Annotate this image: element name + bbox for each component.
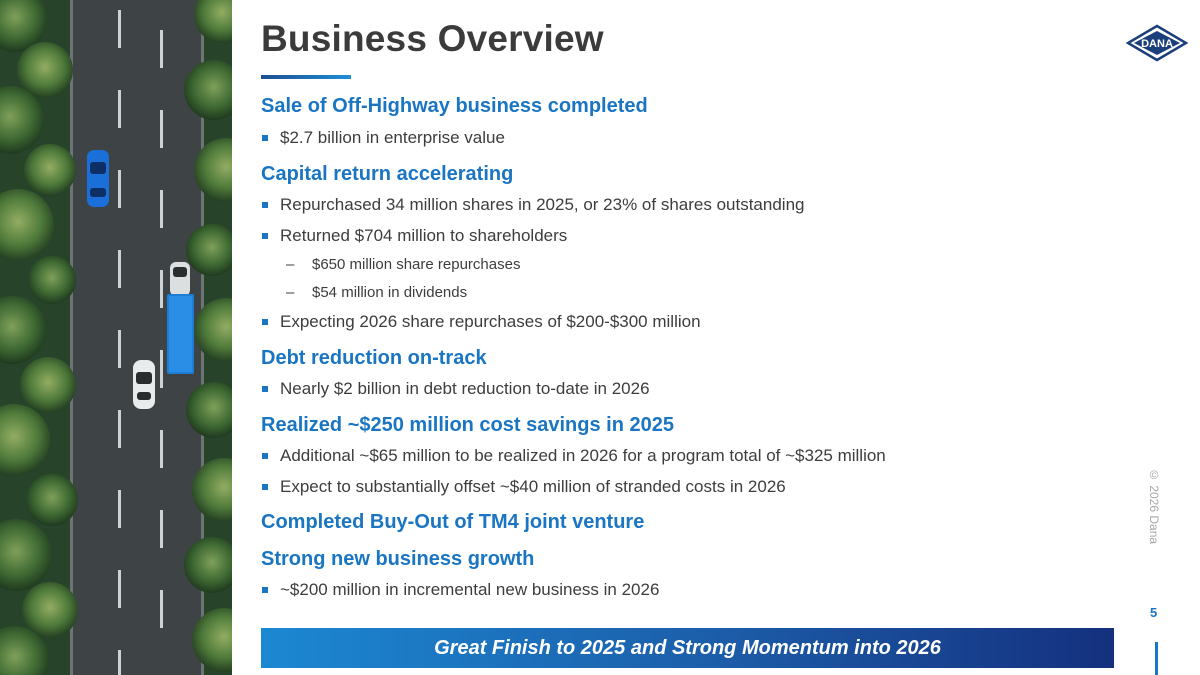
dash-bullet-icon: – <box>286 284 295 301</box>
dash-bullet-icon: – <box>286 256 295 273</box>
bullet-item <box>261 445 1141 467</box>
square-bullet-icon <box>262 386 268 392</box>
sub-bullet-item <box>261 255 1141 275</box>
title-underline <box>261 75 351 79</box>
aerial-road-photo <box>0 0 232 675</box>
page-accent-bar <box>1155 642 1158 675</box>
page-number: 5 <box>1150 605 1158 620</box>
bullet-text: Expecting 2026 share repurchases of $200-$300 million <box>280 312 701 331</box>
section-heading: Completed Buy-Out of TM4 joint venture <box>261 511 645 533</box>
copyright-notice <box>1147 468 1163 548</box>
bullet-item <box>261 194 1141 216</box>
square-bullet-icon <box>262 319 268 325</box>
sub-bullet-text: $650 million share repurchases <box>312 256 521 273</box>
section-heading: Debt reduction on-track <box>261 347 487 369</box>
bullet-item <box>261 311 1141 333</box>
dana-logo <box>1126 24 1188 62</box>
banner-text: Great Finish to 2025 and Strong Momentum into 2026 <box>434 636 941 659</box>
bullet-item <box>261 476 1141 498</box>
section-heading: Sale of Off-Highway business completed <box>261 95 648 117</box>
slide-title: Business Overview <box>261 18 604 59</box>
square-bullet-icon <box>262 453 268 459</box>
square-bullet-icon <box>262 202 268 208</box>
square-bullet-icon <box>262 135 268 141</box>
copyright-text: © 2026 Dana <box>1147 468 1161 545</box>
section-heading: Capital return accelerating <box>261 163 514 185</box>
square-bullet-icon <box>262 233 268 239</box>
sub-bullet-item <box>261 283 1141 303</box>
logo-text: DANA <box>1141 38 1173 50</box>
bullet-text: Additional ~$65 million to be realized in 2026 for a program total of ~$325 million <box>280 446 886 465</box>
section-heading: Realized ~$250 million cost savings in 2025 <box>261 414 674 436</box>
takeaway-banner <box>261 628 1114 668</box>
bullet-text: $2.7 billion in enterprise value <box>280 128 505 147</box>
sub-bullet-text: $54 million in dividends <box>312 284 468 301</box>
bullet-item <box>261 579 1141 601</box>
square-bullet-icon <box>262 587 268 593</box>
bullet-item <box>261 127 1141 149</box>
overview-content <box>261 93 1141 601</box>
bullet-text: Nearly $2 billion in debt reduction to-date in 2026 <box>280 379 650 398</box>
bullet-text: Returned $704 million to shareholders <box>280 226 568 245</box>
bullet-item <box>261 378 1141 400</box>
bullet-text: ~$200 million in incremental new business in 2026 <box>280 580 660 599</box>
section-heading: Strong new business growth <box>261 548 535 570</box>
bullet-text: Repurchased 34 million shares in 2025, or 23% of shares outstanding <box>280 195 805 214</box>
square-bullet-icon <box>262 484 268 490</box>
bullet-text: Expect to substantially offset ~$40 million of stranded costs in 2026 <box>280 477 786 496</box>
bullet-item <box>261 225 1141 247</box>
